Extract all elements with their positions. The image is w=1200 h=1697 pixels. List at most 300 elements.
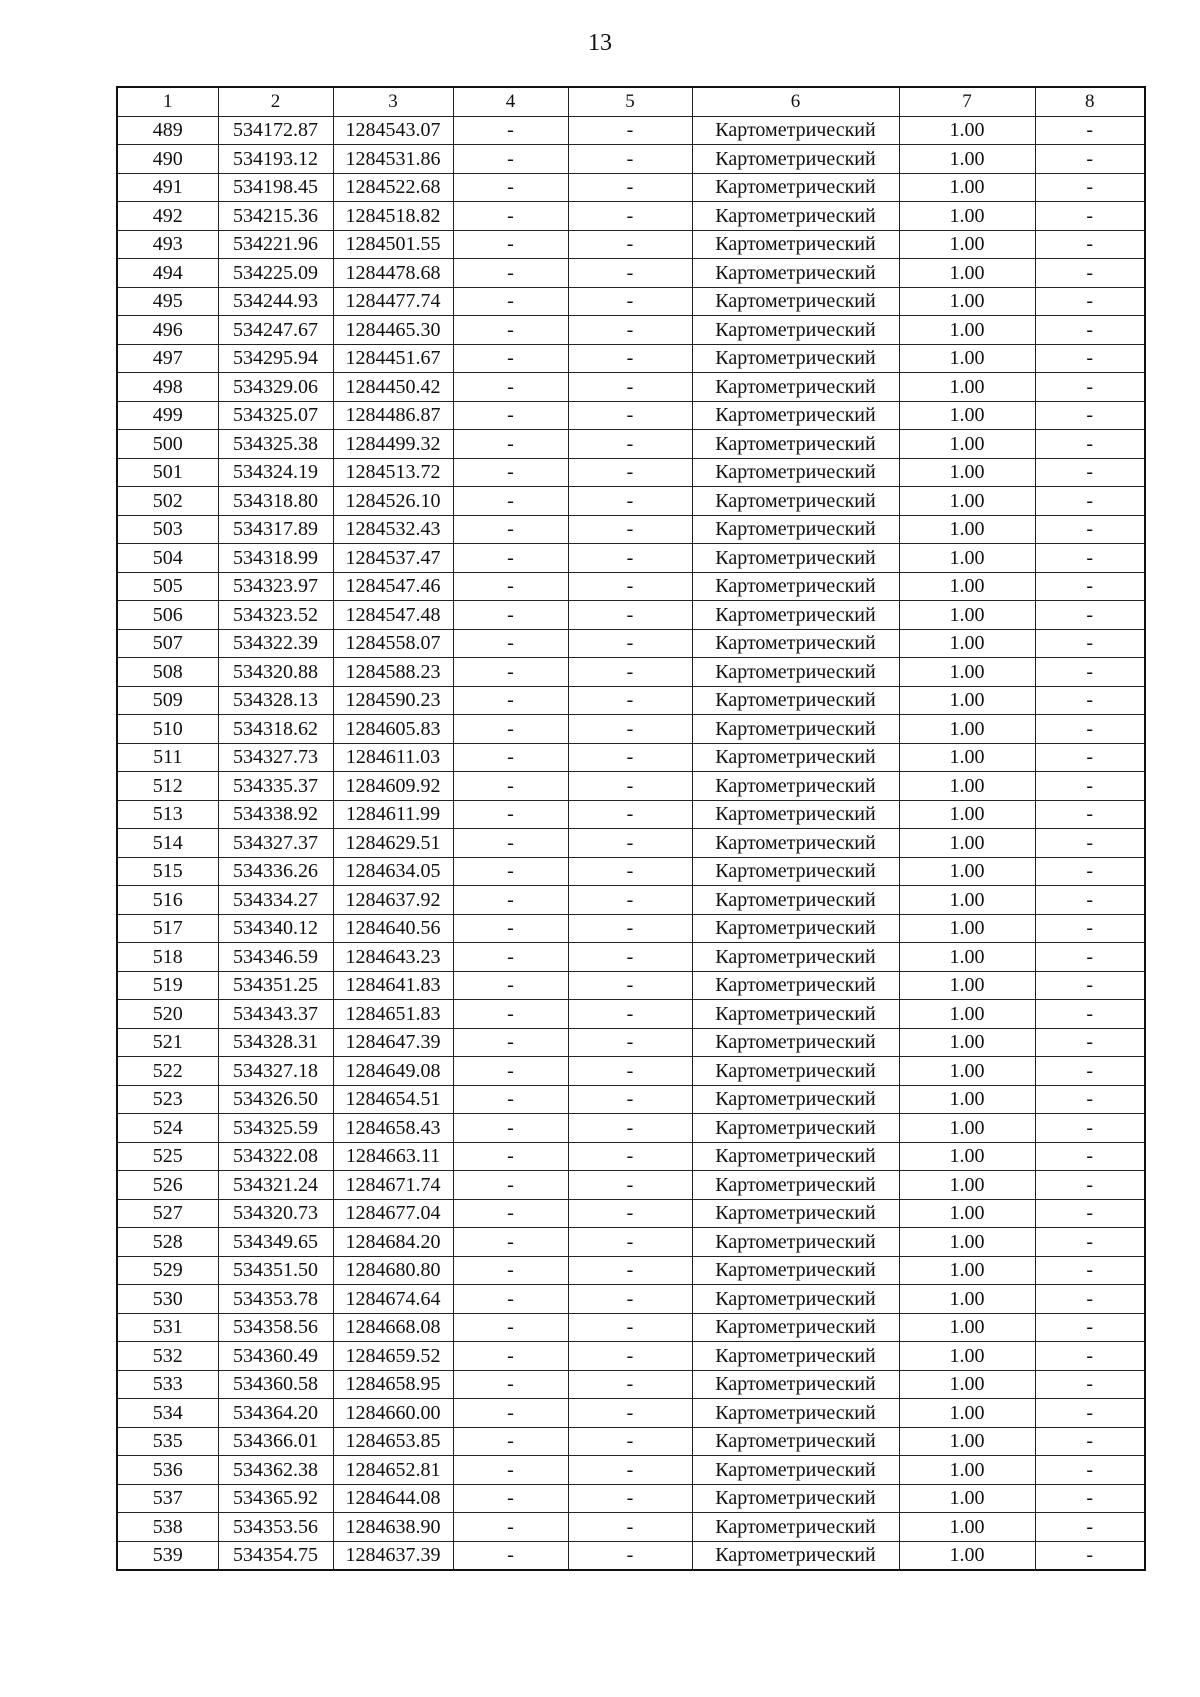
method-cell: Картометрический xyxy=(692,515,899,544)
col-4-cell: - xyxy=(453,1370,568,1399)
point-number-cell: 493 xyxy=(117,230,218,259)
method-cell: Картометрический xyxy=(692,743,899,772)
x-coordinate-cell: 534318.62 xyxy=(218,715,333,744)
x-coordinate-cell: 534360.49 xyxy=(218,1342,333,1371)
x-coordinate-cell: 534353.56 xyxy=(218,1513,333,1542)
point-number-cell: 528 xyxy=(117,1228,218,1257)
method-cell: Картометрический xyxy=(692,1199,899,1228)
col-4-cell: - xyxy=(453,1285,568,1314)
table-row xyxy=(117,772,1145,801)
point-number-cell: 525 xyxy=(117,1142,218,1171)
col-5-cell: - xyxy=(568,458,692,487)
y-coordinate-cell: 1284643.23 xyxy=(333,943,453,972)
x-coordinate-cell: 534244.93 xyxy=(218,287,333,316)
y-coordinate-cell: 1284605.83 xyxy=(333,715,453,744)
col-4-cell: - xyxy=(453,316,568,345)
point-number-cell: 512 xyxy=(117,772,218,801)
col-5-cell: - xyxy=(568,430,692,459)
precision-cell: 1.00 xyxy=(899,857,1035,886)
y-coordinate-cell: 1284547.48 xyxy=(333,601,453,630)
col-5-cell: - xyxy=(568,772,692,801)
precision-cell: 1.00 xyxy=(899,1456,1035,1485)
col-5-cell: - xyxy=(568,886,692,915)
col-x-header: 2 xyxy=(218,87,333,116)
y-coordinate-cell: 1284644.08 xyxy=(333,1484,453,1513)
point-number-cell: 497 xyxy=(117,344,218,373)
y-coordinate-cell: 1284663.11 xyxy=(333,1142,453,1171)
y-coordinate-cell: 1284674.64 xyxy=(333,1285,453,1314)
col-4-header: 4 xyxy=(453,87,568,116)
col-4-cell: - xyxy=(453,1000,568,1029)
point-number-cell: 526 xyxy=(117,1171,218,1200)
method-cell: Картометрический xyxy=(692,1228,899,1257)
x-coordinate-cell: 534353.78 xyxy=(218,1285,333,1314)
point-number-cell: 499 xyxy=(117,401,218,430)
col-5-cell: - xyxy=(568,373,692,402)
x-coordinate-cell: 534321.24 xyxy=(218,1171,333,1200)
col-4-cell: - xyxy=(453,1171,568,1200)
col-8-cell: - xyxy=(1035,658,1145,687)
point-number-cell: 531 xyxy=(117,1313,218,1342)
col-8-cell: - xyxy=(1035,971,1145,1000)
y-coordinate-cell: 1284499.32 xyxy=(333,430,453,459)
col-8-cell: - xyxy=(1035,344,1145,373)
col-8-cell: - xyxy=(1035,1285,1145,1314)
table-row xyxy=(117,287,1145,316)
col-4-cell: - xyxy=(453,1484,568,1513)
point-number-cell: 501 xyxy=(117,458,218,487)
method-cell: Картометрический xyxy=(692,1171,899,1200)
y-coordinate-cell: 1284680.80 xyxy=(333,1256,453,1285)
col-8-cell: - xyxy=(1035,1342,1145,1371)
method-cell: Картометрический xyxy=(692,857,899,886)
point-number-cell: 522 xyxy=(117,1057,218,1086)
point-number-cell: 504 xyxy=(117,544,218,573)
point-number-cell: 530 xyxy=(117,1285,218,1314)
y-coordinate-cell: 1284526.10 xyxy=(333,487,453,516)
method-cell: Картометрический xyxy=(692,344,899,373)
point-number-cell: 536 xyxy=(117,1456,218,1485)
col-5-cell: - xyxy=(568,743,692,772)
y-coordinate-cell: 1284658.43 xyxy=(333,1114,453,1143)
method-cell: Картометрический xyxy=(692,487,899,516)
precision-cell: 1.00 xyxy=(899,1342,1035,1371)
col-8-cell: - xyxy=(1035,1399,1145,1428)
x-coordinate-cell: 534215.36 xyxy=(218,202,333,231)
point-number-cell: 494 xyxy=(117,259,218,288)
method-cell: Картометрический xyxy=(692,1142,899,1171)
y-coordinate-cell: 1284588.23 xyxy=(333,658,453,687)
col-5-cell: - xyxy=(568,1427,692,1456)
col-4-cell: - xyxy=(453,259,568,288)
y-coordinate-cell: 1284653.85 xyxy=(333,1427,453,1456)
x-coordinate-cell: 534326.50 xyxy=(218,1085,333,1114)
x-coordinate-cell: 534318.99 xyxy=(218,544,333,573)
table-row xyxy=(117,1513,1145,1542)
x-coordinate-cell: 534325.59 xyxy=(218,1114,333,1143)
method-cell: Картометрический xyxy=(692,601,899,630)
x-coordinate-cell: 534351.25 xyxy=(218,971,333,1000)
col-4-cell: - xyxy=(453,1057,568,1086)
precision-cell: 1.00 xyxy=(899,515,1035,544)
col-8-cell: - xyxy=(1035,743,1145,772)
table-row xyxy=(117,1313,1145,1342)
point-number-cell: 514 xyxy=(117,829,218,858)
y-coordinate-cell: 1284652.81 xyxy=(333,1456,453,1485)
col-8-cell: - xyxy=(1035,487,1145,516)
table-row xyxy=(117,515,1145,544)
table-row xyxy=(117,1456,1145,1485)
col-5-cell: - xyxy=(568,1513,692,1542)
col-5-cell: - xyxy=(568,487,692,516)
method-cell: Картометрический xyxy=(692,914,899,943)
precision-cell: 1.00 xyxy=(899,173,1035,202)
x-coordinate-cell: 534324.19 xyxy=(218,458,333,487)
x-coordinate-cell: 534247.67 xyxy=(218,316,333,345)
col-4-cell: - xyxy=(453,344,568,373)
table-row xyxy=(117,1142,1145,1171)
x-coordinate-cell: 534172.87 xyxy=(218,116,333,145)
method-cell: Картометрический xyxy=(692,772,899,801)
table-row xyxy=(117,259,1145,288)
col-5-cell: - xyxy=(568,601,692,630)
col-4-cell: - xyxy=(453,487,568,516)
coordinates-table xyxy=(116,86,1146,1571)
y-coordinate-cell: 1284590.23 xyxy=(333,686,453,715)
col-5-cell: - xyxy=(568,1000,692,1029)
x-coordinate-cell: 534323.52 xyxy=(218,601,333,630)
method-cell: Картометрический xyxy=(692,1370,899,1399)
x-coordinate-cell: 534320.88 xyxy=(218,658,333,687)
x-coordinate-cell: 534322.39 xyxy=(218,629,333,658)
method-cell: Картометрический xyxy=(692,1000,899,1029)
y-coordinate-cell: 1284641.83 xyxy=(333,971,453,1000)
method-cell: Картометрический xyxy=(692,1427,899,1456)
point-number-cell: 490 xyxy=(117,145,218,174)
method-cell: Картометрический xyxy=(692,430,899,459)
point-number-cell: 496 xyxy=(117,316,218,345)
table-row xyxy=(117,1000,1145,1029)
x-coordinate-cell: 534362.38 xyxy=(218,1456,333,1485)
x-coordinate-cell: 534340.12 xyxy=(218,914,333,943)
table-row xyxy=(117,173,1145,202)
y-coordinate-cell: 1284465.30 xyxy=(333,316,453,345)
y-coordinate-cell: 1284659.52 xyxy=(333,1342,453,1371)
precision-cell: 1.00 xyxy=(899,971,1035,1000)
precision-cell: 1.00 xyxy=(899,487,1035,516)
col-5-cell: - xyxy=(568,202,692,231)
precision-cell: 1.00 xyxy=(899,629,1035,658)
precision-cell: 1.00 xyxy=(899,715,1035,744)
col-8-cell: - xyxy=(1035,1427,1145,1456)
col-8-cell: - xyxy=(1035,1085,1145,1114)
col-8-cell: - xyxy=(1035,1513,1145,1542)
method-cell: Картометрический xyxy=(692,572,899,601)
precision-cell: 1.00 xyxy=(899,1000,1035,1029)
precision-cell: 1.00 xyxy=(899,259,1035,288)
col-4-cell: - xyxy=(453,914,568,943)
col-4-cell: - xyxy=(453,1085,568,1114)
x-coordinate-cell: 534317.89 xyxy=(218,515,333,544)
y-coordinate-cell: 1284629.51 xyxy=(333,829,453,858)
table-row xyxy=(117,401,1145,430)
table-row xyxy=(117,1171,1145,1200)
col-4-cell: - xyxy=(453,287,568,316)
precision-cell: 1.00 xyxy=(899,686,1035,715)
point-number-cell: 489 xyxy=(117,116,218,145)
table-row xyxy=(117,145,1145,174)
table-row xyxy=(117,1114,1145,1143)
x-coordinate-cell: 534365.92 xyxy=(218,1484,333,1513)
col-8-cell: - xyxy=(1035,1199,1145,1228)
col-4-cell: - xyxy=(453,971,568,1000)
precision-cell: 1.00 xyxy=(899,145,1035,174)
col-4-cell: - xyxy=(453,743,568,772)
x-coordinate-cell: 534327.18 xyxy=(218,1057,333,1086)
col-5-cell: - xyxy=(568,943,692,972)
col-4-cell: - xyxy=(453,1313,568,1342)
precision-cell: 1.00 xyxy=(899,943,1035,972)
x-coordinate-cell: 534225.09 xyxy=(218,259,333,288)
col-8-cell: - xyxy=(1035,1484,1145,1513)
col-8-cell: - xyxy=(1035,1256,1145,1285)
x-coordinate-cell: 534328.13 xyxy=(218,686,333,715)
precision-cell: 1.00 xyxy=(899,601,1035,630)
col-4-cell: - xyxy=(453,857,568,886)
y-coordinate-cell: 1284451.67 xyxy=(333,344,453,373)
point-number-cell: 507 xyxy=(117,629,218,658)
table-row xyxy=(117,458,1145,487)
y-coordinate-cell: 1284660.00 xyxy=(333,1399,453,1428)
point-number-cell: 492 xyxy=(117,202,218,231)
col-5-cell: - xyxy=(568,857,692,886)
point-number-cell: 513 xyxy=(117,800,218,829)
x-coordinate-cell: 534360.58 xyxy=(218,1370,333,1399)
y-coordinate-cell: 1284677.04 xyxy=(333,1199,453,1228)
point-number-cell: 517 xyxy=(117,914,218,943)
col-4-cell: - xyxy=(453,1541,568,1570)
method-cell: Картометрический xyxy=(692,544,899,573)
method-cell: Картометрический xyxy=(692,316,899,345)
precision-cell: 1.00 xyxy=(899,344,1035,373)
method-cell: Картометрический xyxy=(692,1256,899,1285)
col-5-cell: - xyxy=(568,1541,692,1570)
table-row xyxy=(117,430,1145,459)
table-row xyxy=(117,971,1145,1000)
table-row xyxy=(117,629,1145,658)
precision-cell: 1.00 xyxy=(899,1057,1035,1086)
col-8-cell: - xyxy=(1035,686,1145,715)
col-5-cell: - xyxy=(568,1028,692,1057)
point-number-cell: 519 xyxy=(117,971,218,1000)
col-4-cell: - xyxy=(453,829,568,858)
method-cell: Картометрический xyxy=(692,1028,899,1057)
point-number-cell: 520 xyxy=(117,1000,218,1029)
precision-cell: 1.00 xyxy=(899,1370,1035,1399)
method-cell: Картометрический xyxy=(692,686,899,715)
method-cell: Картометрический xyxy=(692,1342,899,1371)
col-8-cell: - xyxy=(1035,230,1145,259)
col-8-cell: - xyxy=(1035,1370,1145,1399)
y-coordinate-cell: 1284543.07 xyxy=(333,116,453,145)
point-number-cell: 539 xyxy=(117,1541,218,1570)
col-8-cell: - xyxy=(1035,857,1145,886)
col-4-cell: - xyxy=(453,430,568,459)
col-4-cell: - xyxy=(453,1427,568,1456)
col-8-cell: - xyxy=(1035,715,1145,744)
table-row xyxy=(117,1427,1145,1456)
precision-cell: 1.00 xyxy=(899,1427,1035,1456)
y-coordinate-cell: 1284654.51 xyxy=(333,1085,453,1114)
precision-cell: 1.00 xyxy=(899,401,1035,430)
precision-cell: 1.00 xyxy=(899,1541,1035,1570)
y-coordinate-cell: 1284609.92 xyxy=(333,772,453,801)
col-5-cell: - xyxy=(568,1370,692,1399)
method-cell: Картометрический xyxy=(692,202,899,231)
col-4-cell: - xyxy=(453,686,568,715)
col-8-cell: - xyxy=(1035,1114,1145,1143)
y-coordinate-cell: 1284634.05 xyxy=(333,857,453,886)
method-cell: Картометрический xyxy=(692,800,899,829)
y-coordinate-cell: 1284537.47 xyxy=(333,544,453,573)
col-method-header: 6 xyxy=(692,87,899,116)
precision-cell: 1.00 xyxy=(899,1142,1035,1171)
point-number-cell: 500 xyxy=(117,430,218,459)
col-8-cell: - xyxy=(1035,1228,1145,1257)
table-row xyxy=(117,886,1145,915)
x-coordinate-cell: 534325.07 xyxy=(218,401,333,430)
col-8-cell: - xyxy=(1035,572,1145,601)
col-8-cell: - xyxy=(1035,430,1145,459)
method-cell: Картометрический xyxy=(692,173,899,202)
point-number-cell: 537 xyxy=(117,1484,218,1513)
method-cell: Картометрический xyxy=(692,259,899,288)
col-5-cell: - xyxy=(568,544,692,573)
x-coordinate-cell: 534364.20 xyxy=(218,1399,333,1428)
col-5-cell: - xyxy=(568,658,692,687)
x-coordinate-cell: 534358.56 xyxy=(218,1313,333,1342)
col-4-cell: - xyxy=(453,1199,568,1228)
col-5-cell: - xyxy=(568,1399,692,1428)
precision-cell: 1.00 xyxy=(899,1228,1035,1257)
table-row xyxy=(117,1399,1145,1428)
table-row xyxy=(117,572,1145,601)
y-coordinate-cell: 1284477.74 xyxy=(333,287,453,316)
col-5-cell: - xyxy=(568,316,692,345)
precision-cell: 1.00 xyxy=(899,1484,1035,1513)
y-coordinate-cell: 1284637.39 xyxy=(333,1541,453,1570)
col-8-cell: - xyxy=(1035,1456,1145,1485)
point-number-cell: 529 xyxy=(117,1256,218,1285)
col-8-cell: - xyxy=(1035,1171,1145,1200)
col-4-cell: - xyxy=(453,1228,568,1257)
precision-cell: 1.00 xyxy=(899,1028,1035,1057)
table-row xyxy=(117,487,1145,516)
table-row xyxy=(117,829,1145,858)
col-4-cell: - xyxy=(453,800,568,829)
col-4-cell: - xyxy=(453,1342,568,1371)
y-coordinate-cell: 1284531.86 xyxy=(333,145,453,174)
x-coordinate-cell: 534354.75 xyxy=(218,1541,333,1570)
col-5-cell: - xyxy=(568,1256,692,1285)
method-cell: Картометрический xyxy=(692,1313,899,1342)
precision-cell: 1.00 xyxy=(899,1199,1035,1228)
x-coordinate-cell: 534323.97 xyxy=(218,572,333,601)
col-4-cell: - xyxy=(453,772,568,801)
precision-cell: 1.00 xyxy=(899,1285,1035,1314)
col-8-cell: - xyxy=(1035,458,1145,487)
x-coordinate-cell: 534346.59 xyxy=(218,943,333,972)
precision-cell: 1.00 xyxy=(899,373,1035,402)
point-number-cell: 503 xyxy=(117,515,218,544)
col-8-cell: - xyxy=(1035,287,1145,316)
col-5-cell: - xyxy=(568,572,692,601)
col-8-cell: - xyxy=(1035,829,1145,858)
method-cell: Картометрический xyxy=(692,1513,899,1542)
table-row xyxy=(117,601,1145,630)
point-number-cell: 510 xyxy=(117,715,218,744)
y-coordinate-cell: 1284532.43 xyxy=(333,515,453,544)
col-5-cell: - xyxy=(568,1114,692,1143)
method-cell: Картометрический xyxy=(692,373,899,402)
table-row xyxy=(117,1342,1145,1371)
x-coordinate-cell: 534334.27 xyxy=(218,886,333,915)
table-row xyxy=(117,1228,1145,1257)
col-4-cell: - xyxy=(453,1399,568,1428)
precision-cell: 1.00 xyxy=(899,287,1035,316)
col-4-cell: - xyxy=(453,401,568,430)
col-8-cell: - xyxy=(1035,145,1145,174)
col-4-cell: - xyxy=(453,943,568,972)
col-4-cell: - xyxy=(453,601,568,630)
x-coordinate-cell: 534198.45 xyxy=(218,173,333,202)
col-8-header: 8 xyxy=(1035,87,1145,116)
table-body xyxy=(117,116,1145,1570)
col-5-cell: - xyxy=(568,1057,692,1086)
col-5-cell: - xyxy=(568,829,692,858)
method-cell: Картометрический xyxy=(692,1541,899,1570)
method-cell: Картометрический xyxy=(692,401,899,430)
precision-cell: 1.00 xyxy=(899,316,1035,345)
precision-cell: 1.00 xyxy=(899,772,1035,801)
precision-cell: 1.00 xyxy=(899,202,1035,231)
col-5-header: 5 xyxy=(568,87,692,116)
x-coordinate-cell: 534221.96 xyxy=(218,230,333,259)
point-number-cell: 535 xyxy=(117,1427,218,1456)
y-coordinate-cell: 1284649.08 xyxy=(333,1057,453,1086)
col-4-cell: - xyxy=(453,515,568,544)
y-coordinate-cell: 1284658.95 xyxy=(333,1370,453,1399)
col-4-cell: - xyxy=(453,145,568,174)
col-5-cell: - xyxy=(568,287,692,316)
col-4-cell: - xyxy=(453,1142,568,1171)
table-row xyxy=(117,686,1145,715)
precision-cell: 1.00 xyxy=(899,1114,1035,1143)
table-row xyxy=(117,202,1145,231)
col-5-cell: - xyxy=(568,971,692,1000)
method-cell: Картометрический xyxy=(692,230,899,259)
x-coordinate-cell: 534343.37 xyxy=(218,1000,333,1029)
table-row xyxy=(117,800,1145,829)
col-4-cell: - xyxy=(453,1256,568,1285)
y-coordinate-cell: 1284518.82 xyxy=(333,202,453,231)
precision-cell: 1.00 xyxy=(899,914,1035,943)
col-5-cell: - xyxy=(568,715,692,744)
table-row xyxy=(117,715,1145,744)
col-4-cell: - xyxy=(453,230,568,259)
table-row xyxy=(117,344,1145,373)
x-coordinate-cell: 534329.06 xyxy=(218,373,333,402)
